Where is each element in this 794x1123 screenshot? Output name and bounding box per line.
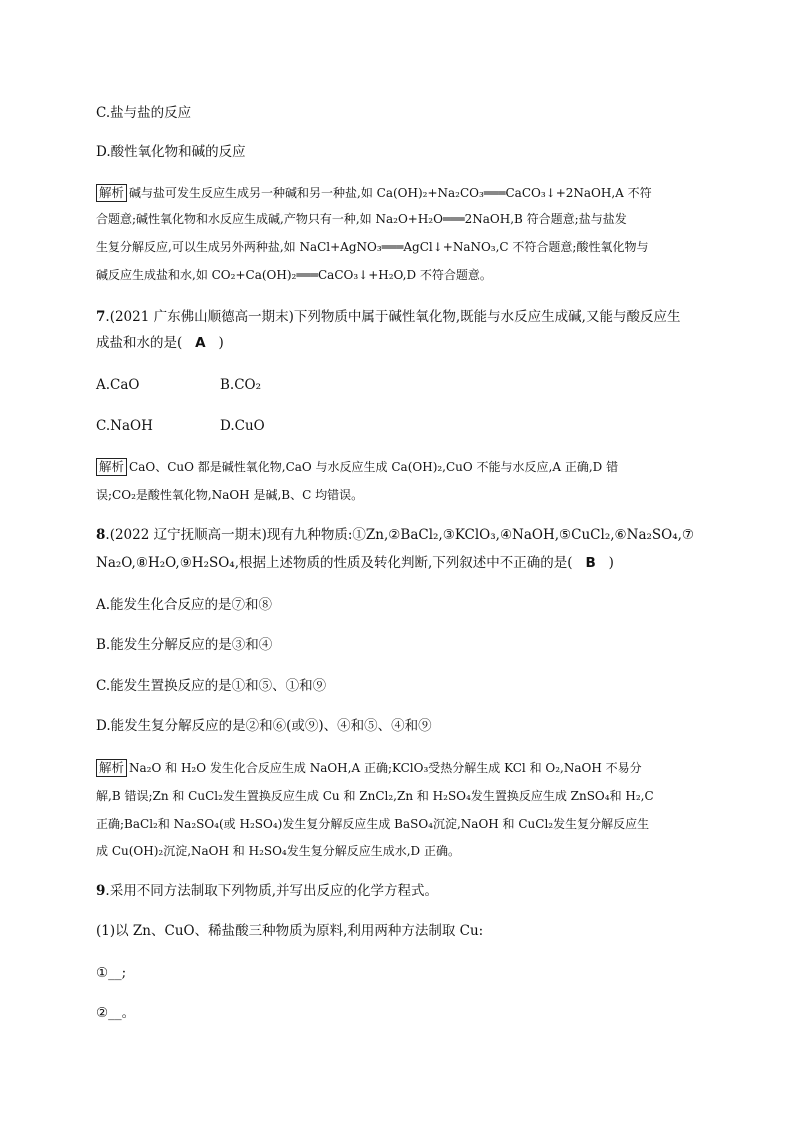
- option-c: C.能发生置换反应的是①和⑤、①和⑨: [96, 678, 327, 694]
- option-c: C.NaOH: [96, 418, 153, 434]
- question-7-stem-cont: 成盐和水的是( A ): [96, 335, 224, 351]
- analysis-line: 正确;BaCl₂和 Na₂SO₄(或 H₂SO₄)发生复分解反应生成 BaSO₄沉淀,NaOH 和 CuCl₂发生复分解反应生: [96, 817, 650, 831]
- option-a: A.CaO: [96, 377, 140, 393]
- question-number: 8: [96, 527, 106, 543]
- analysis-line: 解,B 错误;Zn 和 CuCl₂发生置换反应生成 Cu 和 ZnCl₂,Zn 和 H₂SO₄发生置换反应生成 ZnSO₄和 H₂,C: [96, 789, 654, 803]
- option-d: D.酸性氧化物和碱的反应: [96, 144, 246, 160]
- question-8-stem-cont: Na₂O,⑧H₂O,⑨H₂SO₄,根据上述物质的性质及转化判断,下列叙述中不正确的是( B ): [96, 555, 614, 571]
- analysis-text: 碱与盐可发生反应生成另一种碱和另一种盐,如 Ca(OH)₂+Na₂CO₃═══CaCO₃↓+2NaOH,A 不符: [129, 186, 652, 200]
- analysis-tag: 解析: [96, 458, 127, 476]
- option-c: C.盐与盐的反应: [96, 105, 192, 121]
- analysis-line: 成 Cu(OH)₂沉淀,NaOH 和 H₂SO₄发生复分解反应生成水,D 正确。: [96, 844, 460, 858]
- analysis-line: [96, 184, 652, 202]
- analysis-line: 生复分解反应,可以生成另外两种盐,如 NaCl+AgNO₃═══AgCl↓+NaNO₃,C 不符合题意;酸性氧化物与: [96, 240, 649, 254]
- answer-blank: ①__;: [96, 965, 127, 981]
- question-number: 7: [96, 309, 106, 325]
- analysis-line: 误;CO₂是酸性氧化物,NaOH 是碱,B、C 均错误。: [96, 488, 364, 502]
- analysis-line: 解析 CaO、CuO 都是碱性氧化物,CaO 与水反应生成 Ca(OH)₂,CuO 不能与水反应,A 正确,D 错: [96, 458, 618, 476]
- option-b: B.CO₂: [220, 377, 262, 393]
- question-7-stem: 7.(2021 广东佛山顺德高一期末)下列物质中属于碱性氧化物,既能与水反应生成碱,又能与酸反应生: [96, 309, 681, 325]
- analysis-line: 合题意;碱性氧化物和水反应生成碱,产物只有一种,如 Na₂O+H₂O═══2NaOH,B 符合题意;盐与盐发: [96, 212, 627, 226]
- answer-mark: B: [585, 555, 596, 571]
- answer-blank: ②__。: [96, 1005, 136, 1021]
- question-number: 9: [96, 883, 106, 899]
- option-d: D.CuO: [220, 418, 265, 434]
- option-b: B.能发生分解反应的是③和④: [96, 637, 273, 653]
- question-9-stem: 9.采用不同方法制取下列物质,并写出反应的化学方程式。: [96, 883, 438, 899]
- analysis-line: 解析 Na₂O 和 H₂O 发生化合反应生成 NaOH,A 正确;KClO₃受热分解生成 KCl 和 O₂,NaOH 不易分: [96, 759, 642, 777]
- option-a: A.能发生化合反应的是⑦和⑧: [96, 597, 273, 613]
- answer-mark: A: [195, 335, 206, 351]
- question-8-stem: 8.(2022 辽宁抚顺高一期末)现有九种物质:①Zn,②BaCl₂,③KClO₃,④NaOH,⑤CuCl₂,⑥Na₂SO₄,⑦: [96, 527, 695, 543]
- analysis-line: 碱反应生成盐和水,如 CO₂+Ca(OH)₂═══CaCO₃↓+H₂O,D 不符合题意。: [96, 268, 492, 282]
- question-9-sub1: (1)以 Zn、CuO、稀盐酸三种物质为原料,利用两种方法制取 Cu:: [96, 923, 484, 939]
- analysis-tag: 解析: [96, 184, 127, 202]
- option-d: D.能发生复分解反应的是②和⑥(或⑨)、④和⑤、④和⑨: [96, 718, 432, 734]
- analysis-tag: 解析: [96, 759, 127, 777]
